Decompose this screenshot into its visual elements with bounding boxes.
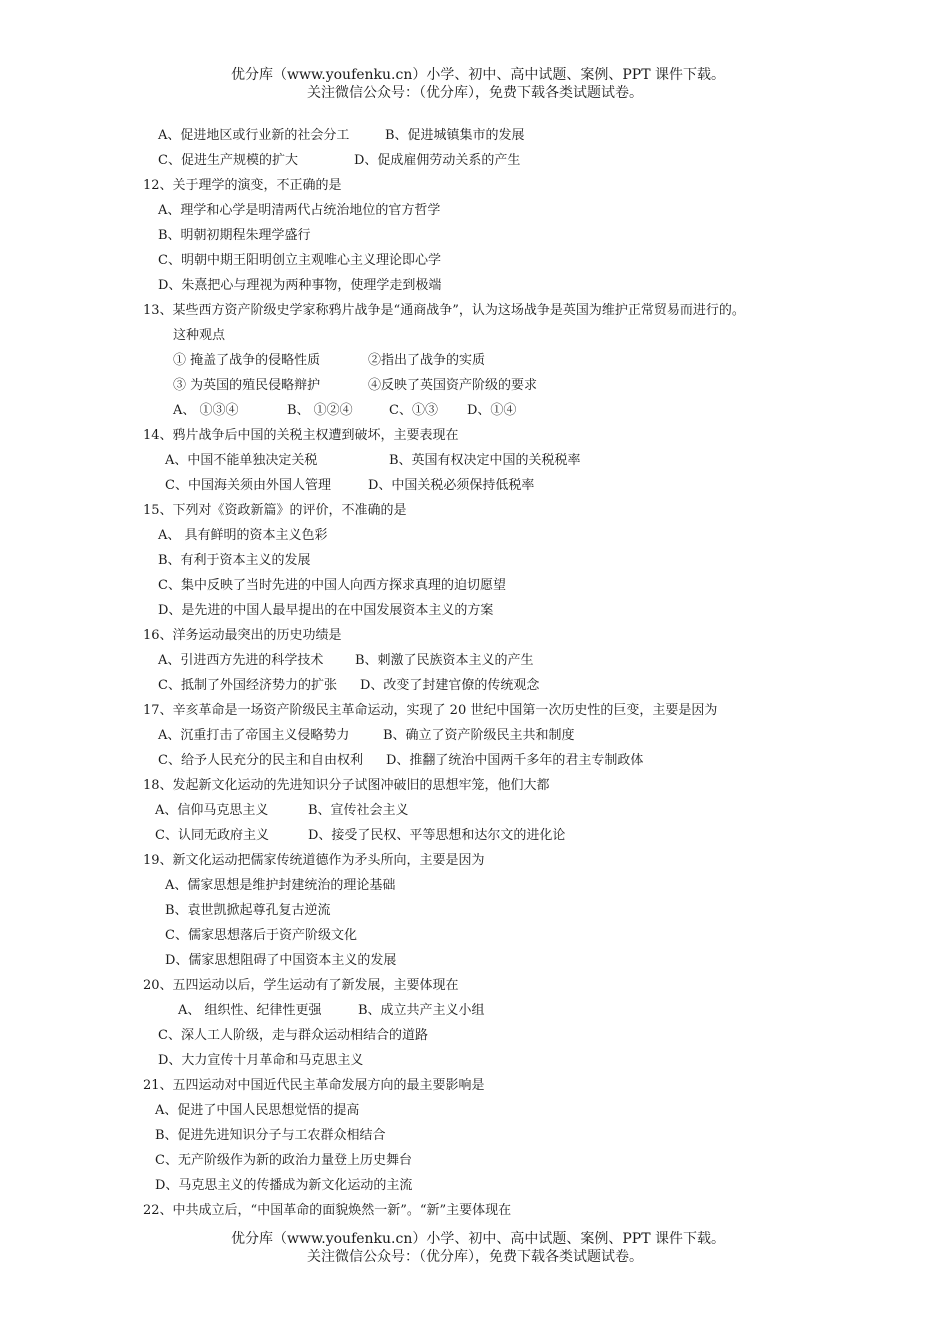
question-13: 13、某些西方资产阶级史学家称鸦片战争是“通商战争”，认为这场战争是英国为维护正常贸易而进行的。	[143, 303, 745, 318]
q21-option-b: B、促进先进知识分子与工农群众相结合	[155, 1128, 386, 1143]
footer-line-1: 优分库（www.youfenku.cn）小学、初中、高中试题、案例、PPT 课件下载。	[230, 1231, 725, 1247]
q19-option-a: A、儒家思想是维护封建统治的理论基础	[165, 878, 396, 893]
question-18: 18、发起新文化运动的先进知识分子试图冲破旧的思想牢笼，他们大都	[143, 778, 550, 793]
question-21: 21、五四运动对中国近代民主革命发展方向的最主要影响是	[143, 1078, 485, 1093]
q21-option-c: C、无产阶级作为新的政治力量登上历史舞台	[155, 1153, 412, 1168]
question-20: 20、五四运动以后，学生运动有了新发展，主要体现在	[143, 978, 459, 993]
q11-option-d: D、促成雇佣劳动关系的产生	[354, 153, 521, 168]
footer-line-2: 关注微信公众号：（优分库），免费下载各类试题试卷。	[307, 1249, 643, 1265]
q15-option-b: B、有利于资本主义的发展	[158, 553, 311, 568]
q11-option-b: B、促进城镇集市的发展	[385, 128, 525, 143]
q16-option-d: D、改变了封建官僚的传统观念	[360, 678, 540, 693]
q14-option-a: A、中国不能单独决定关税	[165, 453, 318, 468]
q12-option-b: B、明朝初期程朱理学盛行	[158, 228, 311, 243]
q19-option-b: B、袁世凯掀起尊孔复古逆流	[165, 903, 331, 918]
q13-option-b: B、 ①②④	[287, 403, 353, 418]
q15-option-d: D、是先进的中国人最早提出的在中国发展资本主义的方案	[158, 603, 494, 618]
q13-option-d: D、①④	[467, 403, 517, 418]
q18-option-a: A、信仰马克思主义	[155, 803, 269, 818]
q20-option-d: D、大力宣传十月革命和马克思主义	[158, 1053, 364, 1068]
q13-option-a: A、 ①③④	[173, 403, 239, 418]
q14-option-d: D、中国关税必须保持低税率	[368, 478, 535, 493]
question-19: 19、新文化运动把儒家传统道德作为矛头所向，主要是因为	[143, 853, 485, 868]
header-line-2: 关注微信公众号：（优分库），免费下载各类试题试卷。	[307, 85, 643, 101]
q12-option-a: A、理学和心学是明清两代占统治地位的官方哲学	[158, 203, 441, 218]
question-14: 14、鸦片战争后中国的关税主权遭到破坏，主要表现在	[143, 428, 459, 443]
q20-option-a: A、 组织性、纪律性更强	[178, 1003, 322, 1018]
q15-option-a: A、 具有鲜明的资本主义色彩	[158, 528, 328, 543]
question-15: 15、下列对《资政新篇》的评价，不准确的是	[143, 503, 407, 518]
q14-option-b: B、英国有权决定中国的关税税率	[389, 453, 581, 468]
q18-option-c: C、认同无政府主义	[155, 828, 269, 843]
q20-option-c: C、深人工人阶级，走与群众运动相结合的道路	[158, 1028, 428, 1043]
q14-option-c: C、中国海关须由外国人管理	[165, 478, 331, 493]
header-line-1: 优分库（www.youfenku.cn）小学、初中、高中试题、案例、PPT 课件下载。	[230, 67, 725, 83]
q21-option-d: D、马克思主义的传播成为新文化运动的主流	[155, 1178, 413, 1193]
q12-option-c: C、明朝中期王阳明创立主观唯心主义理论即心学	[158, 253, 441, 268]
q13-statement-1: ① 掩盖了战争的侵略性质	[173, 353, 321, 368]
header-banner	[0, 66, 950, 102]
q11-option-a: A、促进地区或行业新的社会分工	[158, 128, 350, 143]
q16-option-c: C、抵制了外国经济势力的扩张	[158, 678, 337, 693]
q13-statement-4: ④反映了英国资产阶级的要求	[368, 378, 538, 393]
q21-option-a: A、促进了中国人民思想觉悟的提高	[155, 1103, 360, 1118]
q13-statement-2: ②指出了战争的实质	[368, 353, 486, 368]
q20-option-b: B、成立共产主义小组	[358, 1003, 485, 1018]
q17-option-d: D、推翻了统治中国两千多年的君主专制政体	[386, 753, 644, 768]
q16-option-b: B、刺激了民族资本主义的产生	[355, 653, 534, 668]
q17-option-b: B、确立了资产阶级民主共和制度	[383, 728, 575, 743]
q13-statement-3: ③ 为英国的殖民侵略辩护	[173, 378, 321, 393]
footer-banner	[0, 1230, 950, 1266]
question-22: 22、中共成立后，“中国革命的面貌焕然一新”。“新”主要体现在	[143, 1203, 512, 1218]
q17-option-a: A、沉重打击了帝国主义侵略势力	[158, 728, 350, 743]
q18-option-d: D、接受了民权、平等思想和达尔文的进化论	[308, 828, 566, 843]
q13-option-c: C、①③	[389, 403, 438, 418]
q19-option-d: D、儒家思想阻碍了中国资本主义的发展	[165, 953, 397, 968]
q19-option-c: C、儒家思想落后于资产阶级文化	[165, 928, 357, 943]
q16-option-a: A、引进西方先进的科学技术	[158, 653, 324, 668]
q11-option-c: C、促进生产规模的扩大	[158, 153, 298, 168]
q18-option-b: B、宣传社会主义	[308, 803, 409, 818]
q17-option-c: C、给予人民充分的民主和自由权利	[158, 753, 363, 768]
question-16: 16、洋务运动最突出的历史功绩是	[143, 628, 342, 643]
q12-option-d: D、朱熹把心与理视为两种事物，使理学走到极端	[158, 278, 442, 293]
question-12: 12、关于理学的演变，不正确的是	[143, 178, 342, 193]
q15-option-c: C、集中反映了当时先进的中国人向西方探求真理的迫切愿望	[158, 578, 506, 593]
question-13-cont: 这种观点	[173, 328, 226, 343]
question-17: 17、辛亥革命是一场资产阶级民主革命运动，实现了 20 世纪中国第一次历史性的巨变，主要是因为	[143, 703, 718, 718]
